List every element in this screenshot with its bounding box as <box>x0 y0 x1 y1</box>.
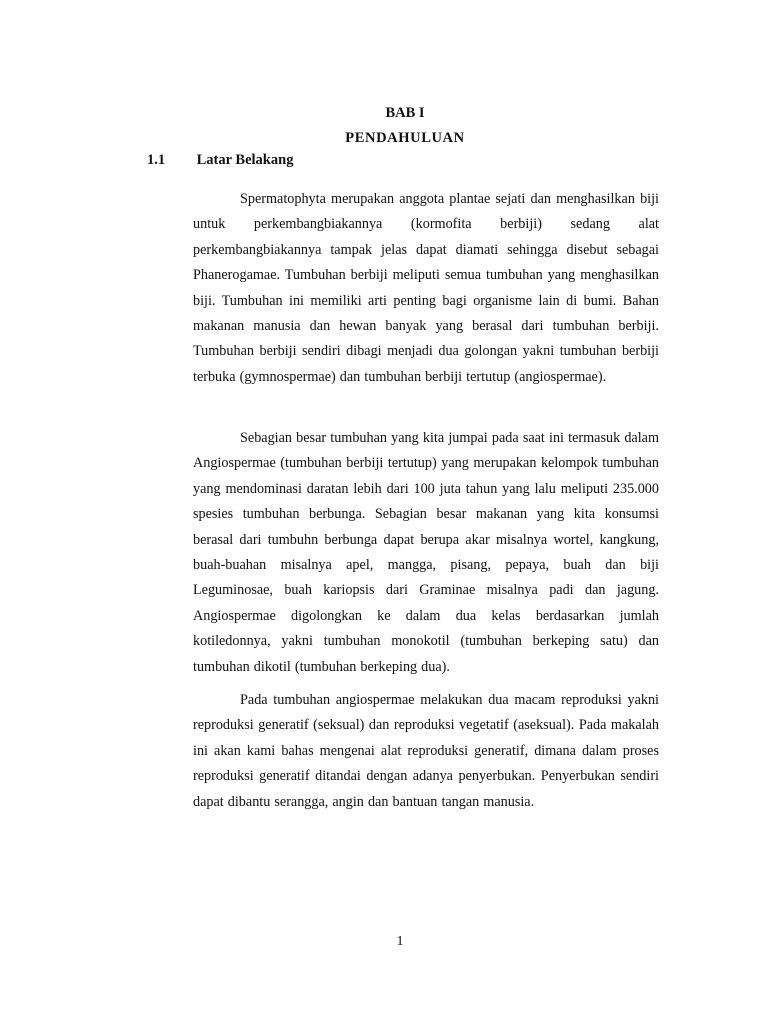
chapter-title: PENDAHULUAN <box>345 130 465 146</box>
page-number: 1 <box>396 934 404 949</box>
paragraph: Spermatophyta merupakan anggota plantae sejati dan menghasilkan biji untuk perkembangbiakannya (kormofita berbiji) sedang alat perkembangbiakannya tampak jelas dapat diamati sehingga disebut sebagai Phanerogamae. Tumbuhan berbiji meliputi semua tumbuhan yang menghasilkan biji. Tumbuhan ini memiliki arti penting bagi organisme lain di bumi. Bahan makanan manusia dan hewan banyak yang berasal dari tumbuhan berbiji. Tumbuhan berbiji sendiri dibagi menjadi dua golongan yakni tumbuhan berbiji terbuka (gymnospermae) dan tumbuhan berbiji tertutup (angiospermae). <box>193 191 659 385</box>
section-number: 1.1 <box>147 152 166 168</box>
section-title: Latar Belakang <box>196 152 294 168</box>
paragraph: Pada tumbuhan angiospermae melakukan dua macam reproduksi yakni reproduksi generatif (seksual) dan reproduksi vegetatif (aseksual). Pada makalah ini akan kami bahas mengenai alat reproduksi generatif, dimana dalam proses reproduksi generatif ditandai dengan adanya penyerbukan. Penyerbukan sendiri dapat dibantu serangga, angin dan bantuan tangan manusia. <box>193 692 659 810</box>
section-heading <box>147 151 293 169</box>
paragraph: Sebagian besar tumbuhan yang kita jumpai pada saat ini termasuk dalam Angiospermae (tumbuhan berbiji tertutup) yang merupakan kelompok tumbuhan yang mendominasi daratan lebih dari 100 juta tahun yang lalu meliputi 235.000 spesies tumbuhan berbunga. Sebagian besar makanan yang kita konsumsi berasal dari tumbuhn berbunga dapat berupa akar misalnya wortel, kangkung, buah-buahan misalnya apel, mangga, pisang, pepaya, buah dan biji Leguminosae, buah kariopsis dari Graminae misalnya padi dan jagung. Angiospermae digolongkan ke dalam dua kelas berdasarkan jumlah kotiledonnya, yakni tumbuhan monokotil (tumbuhan berkeping satu) dan tumbuhan dikotil (tumbuhan berkeping dua). <box>193 430 659 675</box>
chapter-label: BAB I <box>385 105 425 121</box>
